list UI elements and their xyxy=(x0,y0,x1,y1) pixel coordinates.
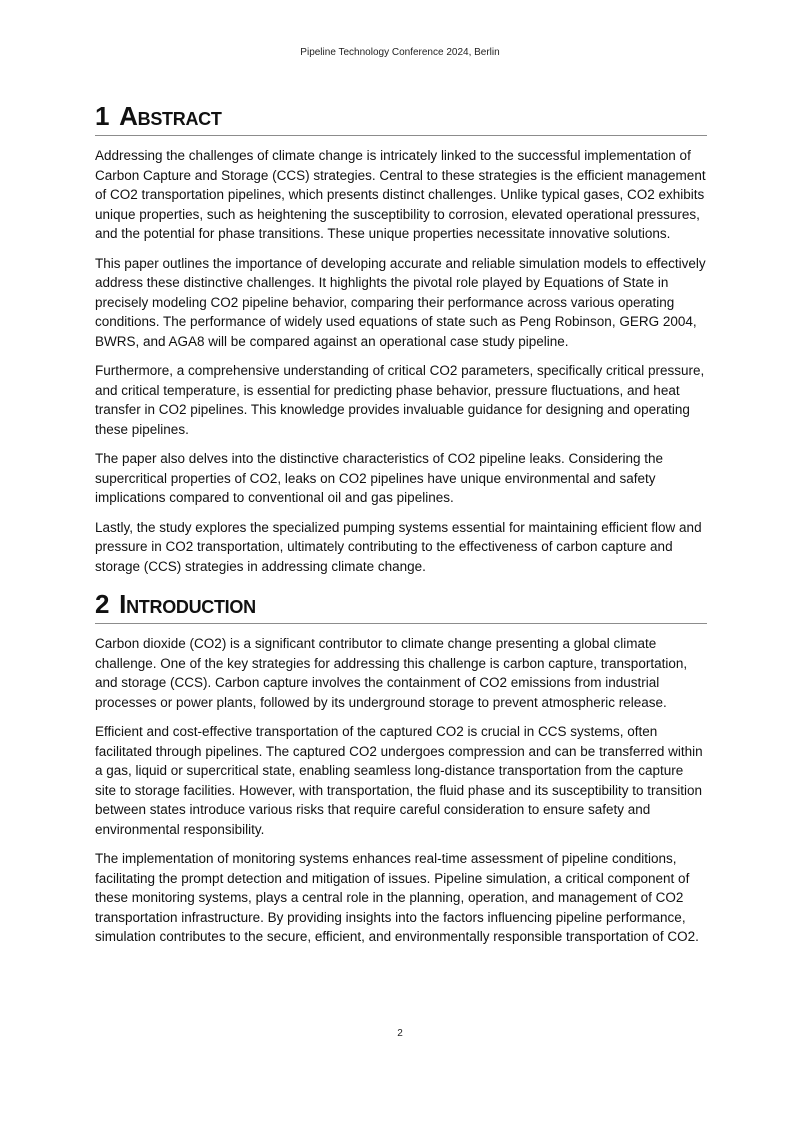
paragraph: Addressing the challenges of climate change is intricately linked to the successful implementation of Carbon Capture and Storage (CCS) strategies. Central to these strategies is the efficient management of CO2 transportation pipelines, which presents distinct challenges. Unlike typical gases, CO2 exhibits unique properties, such as heightening the susceptibility to corrosion, elevated operational pressures, and the potential for phase transitions. These unique properties necessitate innovative solutions. xyxy=(95,148,706,241)
section-number: 2 xyxy=(95,589,110,619)
section-introduction xyxy=(95,588,707,947)
paragraph: Efficient and cost-effective transportation of the captured CO2 is crucial in CCS systems, often facilitated through pipelines. The captured CO2 undergoes compression and can be transferred within a gas, liquid or supercritical state, enabling seamless long-distance transportation from the capture site to storage facilities. However, with transportation, the fluid phase and its susceptibility to transition between states introduce various risks that require careful consideration to ensure safety and environmental responsibility. xyxy=(95,724,703,837)
page-content xyxy=(95,100,707,959)
page-number: 2 xyxy=(397,1028,403,1039)
paragraph: Furthermore, a comprehensive understanding of critical CO2 parameters, specifically critical pressure, and critical temperature, is essential for predicting phase behavior, pressure fluctuations, and heat transfer in CO2 pipelines. This knowledge provides invaluable guidance for designing and operating these pipelines. xyxy=(95,363,705,437)
section-heading-introduction xyxy=(95,588,707,624)
paragraph: The implementation of monitoring systems enhances real-time assessment of pipeline conditions, facilitating the prompt detection and mitigation of issues. Pipeline simulation, a critical component of these monitoring systems, plays a central role in the planning, operation, and management of CO2 transportation infrastructure. By providing insights into the factors influencing pipeline performance, simulation contributes to the secure, efficient, and environmentally responsible transportation of CO2. xyxy=(95,851,699,944)
paragraph: The paper also delves into the distinctive characteristics of CO2 pipeline leaks. Considering the supercritical properties of CO2, leaks on CO2 pipelines have unique environmental and safety implications compared to conventional oil and gas pipelines. xyxy=(95,451,664,505)
running-header: Pipeline Technology Conference 2024, Berlin xyxy=(300,47,500,58)
paragraph: This paper outlines the importance of developing accurate and reliable simulation models to effectively address these distinctive challenges. It highlights the pivotal role played by Equations of State in precisely modeling CO2 pipeline behavior, comparing their performance across various operating conditions. The performance of widely used equations of state such as Peng Robinson, GERG 2004, BWRS, and AGA8 will be compared against an operational case study pipeline. xyxy=(95,255,706,349)
section-title: Abstract xyxy=(119,101,222,131)
paragraph: Lastly, the study explores the specialized pumping systems essential for maintaining efficient flow and pressure in CO2 transportation, ultimately contributing to the effectiveness of carbon capture and storage (CCS) strategies in addressing climate change. xyxy=(95,519,702,574)
section-number: 1 xyxy=(95,101,110,131)
section-abstract xyxy=(95,100,707,576)
section-title: Introduction xyxy=(119,589,256,619)
section-heading-abstract xyxy=(95,100,707,136)
paragraph: Carbon dioxide (CO2) is a significant contributor to climate change presenting a global climate challenge. One of the key strategies for addressing this challenge is carbon capture, transportation, and storage (CCS). Carbon capture involves the containment of CO2 emissions from industrial processes or power plants, followed by its underground storage to prevent atmospheric release. xyxy=(95,636,688,710)
